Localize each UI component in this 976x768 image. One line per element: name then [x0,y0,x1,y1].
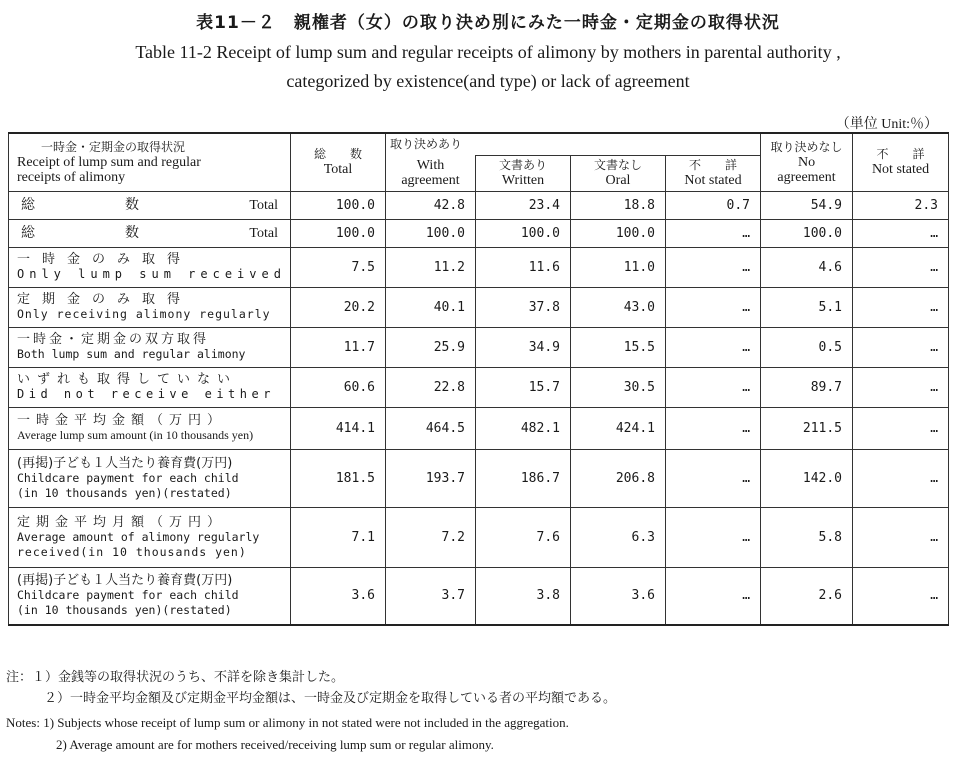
table-row [9,327,949,367]
table-row [9,449,949,507]
cell-written: 186.7 [476,449,571,507]
cell-oral: 206.8 [571,449,666,507]
cell-with-agreement: 3.7 [386,567,476,625]
cell-written: 100.0 [476,219,571,247]
cell-oral: 11.0 [571,247,666,287]
cell-not-stated: … [666,567,761,625]
header-row-label-jp: 一時金・定期金の取得状況 [41,139,186,154]
row-label-en: Average amount of alimony regularly [17,529,260,544]
row-label-jp: 一時金・定期金の双方取得 [17,332,210,347]
cell-not-stated-overall: … [853,567,949,625]
row-label-jp: いずれも取得していない [17,372,238,387]
header-with-agreement [386,155,476,191]
cell-written: 15.7 [476,367,571,407]
header-total-jp: 総 数 [313,147,362,162]
row-label [9,407,291,449]
header-with-en2: agreement [401,172,460,188]
table-title-en-line1: Table 11-2 Receipt of lump sum and regular receipts of alimony by mothers in parental authority , [135,42,841,62]
cell-total: 100.0 [291,219,386,247]
table-title-jp: 表11－２ 親権者（女）の取り決め別にみた一時金・定期金の取得状況 [196,13,780,33]
header-no-agreement-en2: agreement [777,169,836,185]
row-label-en: Both lump sum and regular alimony [17,347,246,361]
cell-not-stated: … [666,219,761,247]
cell-not-stated-overall: … [853,287,949,327]
header-row-1 [9,133,949,155]
cell-not-stated-overall: 2.3 [853,191,949,219]
table-row [9,219,949,247]
header-written [476,155,571,191]
row-label [9,367,291,407]
cell-no-agreement: 4.6 [761,247,853,287]
cell-oral: 6.3 [571,507,666,567]
header-oral [571,155,666,191]
cell-not-stated-overall: … [853,367,949,407]
header-written-jp: 文書あり [498,158,547,172]
header-not-stated-jp: 不 詳 [689,158,738,172]
cell-no-agreement: 100.0 [761,219,853,247]
header-not-stated [666,155,761,191]
row-label-en2: received(in 10 thousands yen) [17,544,247,559]
header-row-label-en2: receipts of alimony [17,169,126,185]
header-not-stated-en: Not stated [684,173,742,188]
note-en-1: Notes: 1) Subjects whose receipt of lump sum or alimony in not stated were not included in the aggregation. [6,715,569,730]
cell-written: 11.6 [476,247,571,287]
cell-no-agreement: 5.8 [761,507,853,567]
cell-not-stated: … [666,449,761,507]
row-label-jp: (再掲)子ども１人当たり養育費(万円) [17,573,233,589]
header-with-en1: With [416,157,445,173]
row-label-jp: 一時金のみ取得 [17,252,193,267]
cell-oral: 424.1 [571,407,666,449]
row-label-jp: 定期金平均月額（万円） [17,514,227,530]
table-row [9,287,949,327]
header-row-label-en1: Receipt of lump sum and regular [17,154,201,170]
row-label-jp2: 数 [125,224,139,241]
table-row [9,367,949,407]
row-label-en: Childcare payment for each child [17,588,239,603]
cell-total: 20.2 [291,287,386,327]
cell-with-agreement: 7.2 [386,507,476,567]
cell-with-agreement: 25.9 [386,327,476,367]
cell-oral: 3.6 [571,567,666,625]
row-label-jp: 総 [21,224,35,241]
cell-not-stated-overall: … [853,247,949,287]
cell-total: 181.5 [291,449,386,507]
row-label-en: Total [249,225,278,241]
cell-not-stated-overall: … [853,219,949,247]
note-en-2: 2) Average amount are for mothers received/receiving lump sum or regular alimony. [56,737,494,752]
cell-with-agreement: 42.8 [386,191,476,219]
cell-written: 37.8 [476,287,571,327]
cell-total: 100.0 [291,191,386,219]
cell-not-stated-overall: … [853,449,949,507]
header-not-stated-overall [853,133,949,191]
cell-with-agreement: 11.2 [386,247,476,287]
row-label-en2: (in 10 thousands yen)(restated) [17,603,232,618]
cell-with-agreement: 22.8 [386,367,476,407]
table-row [9,247,949,287]
row-label-en2: (in 10 thousands yen)(restated) [17,485,232,500]
cell-not-stated-overall: … [853,327,949,367]
cell-total: 3.6 [291,567,386,625]
cell-not-stated: … [666,407,761,449]
row-label-en: Only lump sum received [17,267,286,281]
cell-oral: 100.0 [571,219,666,247]
cell-not-stated: … [666,367,761,407]
table-title-en-line2: categorized by existence(and type) or lack of agreement [286,71,690,91]
header-not-stated-overall-en: Not stated [871,162,930,178]
row-label-jp: (再掲)子ども１人当たり養育費(万円) [17,455,233,471]
header-oral-en: Oral [605,173,631,188]
cell-oral: 43.0 [571,287,666,327]
cell-not-stated: … [666,507,761,567]
cell-no-agreement: 2.6 [761,567,853,625]
cell-not-stated: … [666,247,761,287]
header-with-group [386,133,761,155]
cell-written: 3.8 [476,567,571,625]
header-row-label [9,133,291,191]
cell-not-stated: … [666,287,761,327]
row-label-en: Did not receive either [17,387,275,401]
cell-not-stated-overall: … [853,407,949,449]
cell-not-stated: 0.7 [666,191,761,219]
row-label-en: Total [249,197,278,213]
cell-total: 414.1 [291,407,386,449]
cell-total: 7.5 [291,247,386,287]
cell-not-stated: … [666,327,761,367]
cell-written: 482.1 [476,407,571,449]
row-label-jp2: 数 [125,196,139,213]
row-label [9,247,291,287]
row-label [9,327,291,367]
cell-with-agreement: 464.5 [386,407,476,449]
cell-total: 7.1 [291,507,386,567]
header-no-agreement-jp: 取り決めなし [770,139,843,154]
cell-with-agreement: 40.1 [386,287,476,327]
unit-label: （単位 Unit:％） [835,117,938,132]
table-row [9,507,949,567]
row-label-jp: 定期金のみ取得 [17,292,193,307]
cell-no-agreement: 5.1 [761,287,853,327]
row-label-en: Childcare payment for each child [17,470,239,485]
row-label [9,287,291,327]
row-label [9,449,291,507]
note-jp-1: 注：１）金銭等の取得状況のうち、不詳を除き集計した。 [6,670,345,685]
cell-written: 23.4 [476,191,571,219]
cell-total: 60.6 [291,367,386,407]
cell-written: 34.9 [476,327,571,367]
cell-no-agreement: 211.5 [761,407,853,449]
table-row [9,407,949,449]
row-label-en: Average lump sum amount (in 10 thousands yen) [17,428,254,442]
row-label [9,567,291,625]
cell-with-agreement: 100.0 [386,219,476,247]
table-row [9,567,949,625]
row-label-jp: 一時金平均金額（万円） [17,413,227,428]
header-total-en: Total [323,162,353,178]
cell-with-agreement: 193.7 [386,449,476,507]
row-label-en: Only receiving alimony regularly [17,307,271,321]
header-no-agreement-en1: No [797,154,816,170]
cell-written: 7.6 [476,507,571,567]
note-jp-2: ２）一時金平均金額及び定期金平均金額は、一時金及び定期金を取得している者の平均額である。 [44,691,617,706]
header-oral-jp: 文書なし [593,158,642,172]
header-total [291,133,386,191]
cell-no-agreement: 89.7 [761,367,853,407]
cell-no-agreement: 54.9 [761,191,853,219]
alimony-table [8,132,949,626]
table-row [9,191,949,219]
row-label [9,191,291,219]
cell-oral: 30.5 [571,367,666,407]
cell-oral: 15.5 [571,327,666,367]
cell-not-stated-overall: … [853,507,949,567]
cell-no-agreement: 142.0 [761,449,853,507]
cell-total: 11.7 [291,327,386,367]
header-not-stated-overall-jp: 不 詳 [876,147,925,162]
row-label-jp: 総 [21,196,35,213]
header-written-en: Written [501,173,545,188]
cell-oral: 18.8 [571,191,666,219]
header-no-agreement [761,133,853,191]
row-label [9,219,291,247]
row-label [9,507,291,567]
header-with-group-jp: 取り決めあり [390,137,463,152]
cell-no-agreement: 0.5 [761,327,853,367]
